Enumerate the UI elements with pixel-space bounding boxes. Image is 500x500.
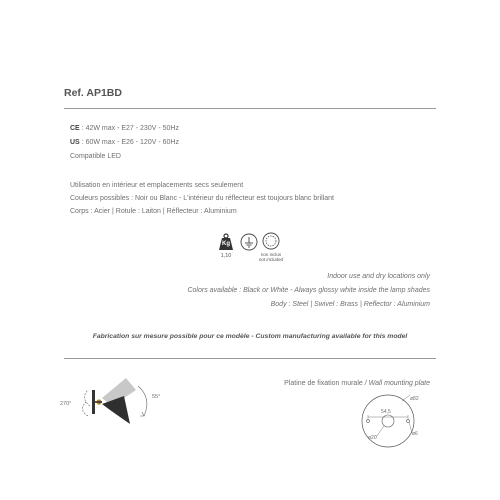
spec-us-value: : 60W max - E26 - 120V - 60Hz [81,139,179,146]
bulb-note-en: not included [258,257,284,262]
en-materials: Body : Steel | Swivel : Brass | Reflector : Aluminium [270,301,430,308]
fr-materials: Corps : Acier | Rotule : Laiton | Réflecteur : Aluminium [70,208,237,215]
tilt-angle: 55° [152,394,161,400]
bulb-icon [262,232,280,250]
spec-ce-label: CE [70,125,80,132]
spec-ce [70,125,179,132]
en-colors: Colors available : Black or White - Always glossy white inside the lamp shades [187,287,430,294]
fr-usage: Utilisation en intérieur et emplacements secs seulement [70,182,244,189]
plate-title-en: Wall mounting plate [368,380,430,387]
spec-ce-value: : 42W max - E27 - 230V - 50Hz [81,125,179,132]
en-usage: Indoor use and dry locations only [327,273,430,280]
plate-title [284,380,430,387]
spec-led: Compatible LED [70,153,121,160]
reference-title: Ref. AP1BD [64,87,122,99]
plate-spacing-dim: 54,5 [381,409,391,415]
plate-title-separator: / [364,380,367,387]
weight-value: 1,10 [220,253,232,259]
header-divider [64,108,436,109]
weight-icon [216,232,236,252]
ground-icon [240,233,258,251]
spec-us [70,139,179,146]
mounting-plate-drawing [348,393,428,451]
weight-unit: Kg [222,241,230,247]
plate-outer-dim: ø82 [410,396,419,402]
footer-divider [64,358,436,359]
spec-us-label: US [70,139,80,146]
fr-colors: Couleurs possibles : Noir ou Blanc - L'intérieur du réflecteur est toujours blanc brillant [70,195,334,202]
plate-holes-dim: ø6 [412,431,418,437]
plate-center-dim: ø20 [368,435,377,441]
lamp-diagram [60,368,178,438]
custom-manufacturing-note: Fabrication sur mesure possible pour ce modèle - Custom manufacturing available for this model [92,333,408,340]
bulb-note-fr: non inclus [260,252,282,257]
rotation-angle: 270° [60,401,72,407]
plate-title-fr: Platine de fixation murale [284,380,363,387]
